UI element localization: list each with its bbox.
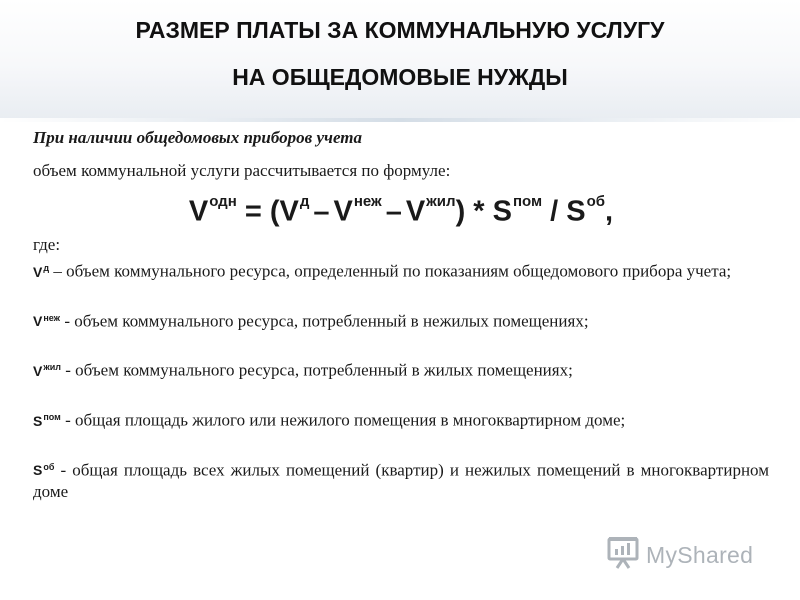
definition-text: - объем коммунального ресурса, потребленный в нежилых помещениях; bbox=[60, 311, 589, 331]
formula-sub-nezh: неж bbox=[353, 193, 382, 210]
definition-item bbox=[33, 356, 769, 382]
formula-sub-d: д bbox=[299, 193, 310, 210]
definition-item bbox=[33, 307, 769, 333]
slide-content bbox=[33, 128, 769, 503]
formula-sub-pom: пом bbox=[512, 193, 543, 210]
where-label: где: bbox=[33, 235, 61, 254]
definition-symbol: $S^{об}$ bbox=[33, 461, 55, 479]
formula-sub-odn: одн bbox=[209, 193, 237, 210]
formula-sub-ob: об bbox=[586, 193, 606, 210]
definition-item bbox=[33, 456, 769, 504]
definition-symbol: $V^{жил}$ bbox=[33, 362, 61, 379]
header-divider bbox=[0, 118, 800, 122]
formula-eq-open: = ( bbox=[236, 195, 280, 228]
watermark-text: MyShared bbox=[646, 541, 754, 568]
formula-v: V bbox=[333, 195, 353, 228]
watermark-logo bbox=[606, 537, 753, 573]
formula-minus: – bbox=[385, 195, 402, 228]
definition-symbol: $S^{пом}$ bbox=[33, 411, 61, 429]
definition-text: - объем коммунального ресурса, потребленный в жилых помещениях; bbox=[60, 360, 573, 380]
formula-close-mul: ) * bbox=[455, 195, 493, 228]
formula-s: S bbox=[492, 195, 512, 228]
definition-item bbox=[33, 257, 769, 283]
formula-comma: , bbox=[605, 195, 614, 228]
definition-symbol: $V^{неж}$ bbox=[33, 312, 61, 330]
formula-v: V bbox=[188, 195, 209, 228]
definition-text: - общая площадь жилого или нежилого помещения в многоквартирном доме; bbox=[60, 410, 626, 430]
formula-s: S bbox=[566, 195, 586, 228]
page-title-line1: РАЗМЕР ПЛАТЫ ЗА КОММУНАЛЬНУЮ УСЛУГУ bbox=[135, 17, 665, 43]
formula-sub-zhil: жил bbox=[426, 193, 456, 210]
formula bbox=[33, 187, 769, 228]
formula-v: V bbox=[279, 195, 299, 228]
definition-text: - общая площадь всех жилых помещений (квартир) и нежилых помещений в многоквартирном доме bbox=[33, 460, 769, 502]
intro-text: объем коммунальной услуги рассчитывается по формуле: bbox=[33, 161, 451, 180]
formula-div: / bbox=[542, 195, 567, 228]
page-title-line2: НА ОБЩЕДОМОВЫЕ НУЖДЫ bbox=[232, 64, 568, 90]
formula-v: V bbox=[405, 195, 426, 228]
definition-item bbox=[33, 406, 769, 432]
presentation-board-icon bbox=[606, 536, 640, 575]
definition-symbol: $V^д$ bbox=[33, 263, 50, 280]
subheading: При наличии общедомовых приборов учета bbox=[33, 128, 362, 147]
definition-text: – объем коммунального ресурса, определенный по показаниям общедомового прибора учета; bbox=[49, 261, 732, 281]
formula-minus: – bbox=[313, 195, 330, 228]
